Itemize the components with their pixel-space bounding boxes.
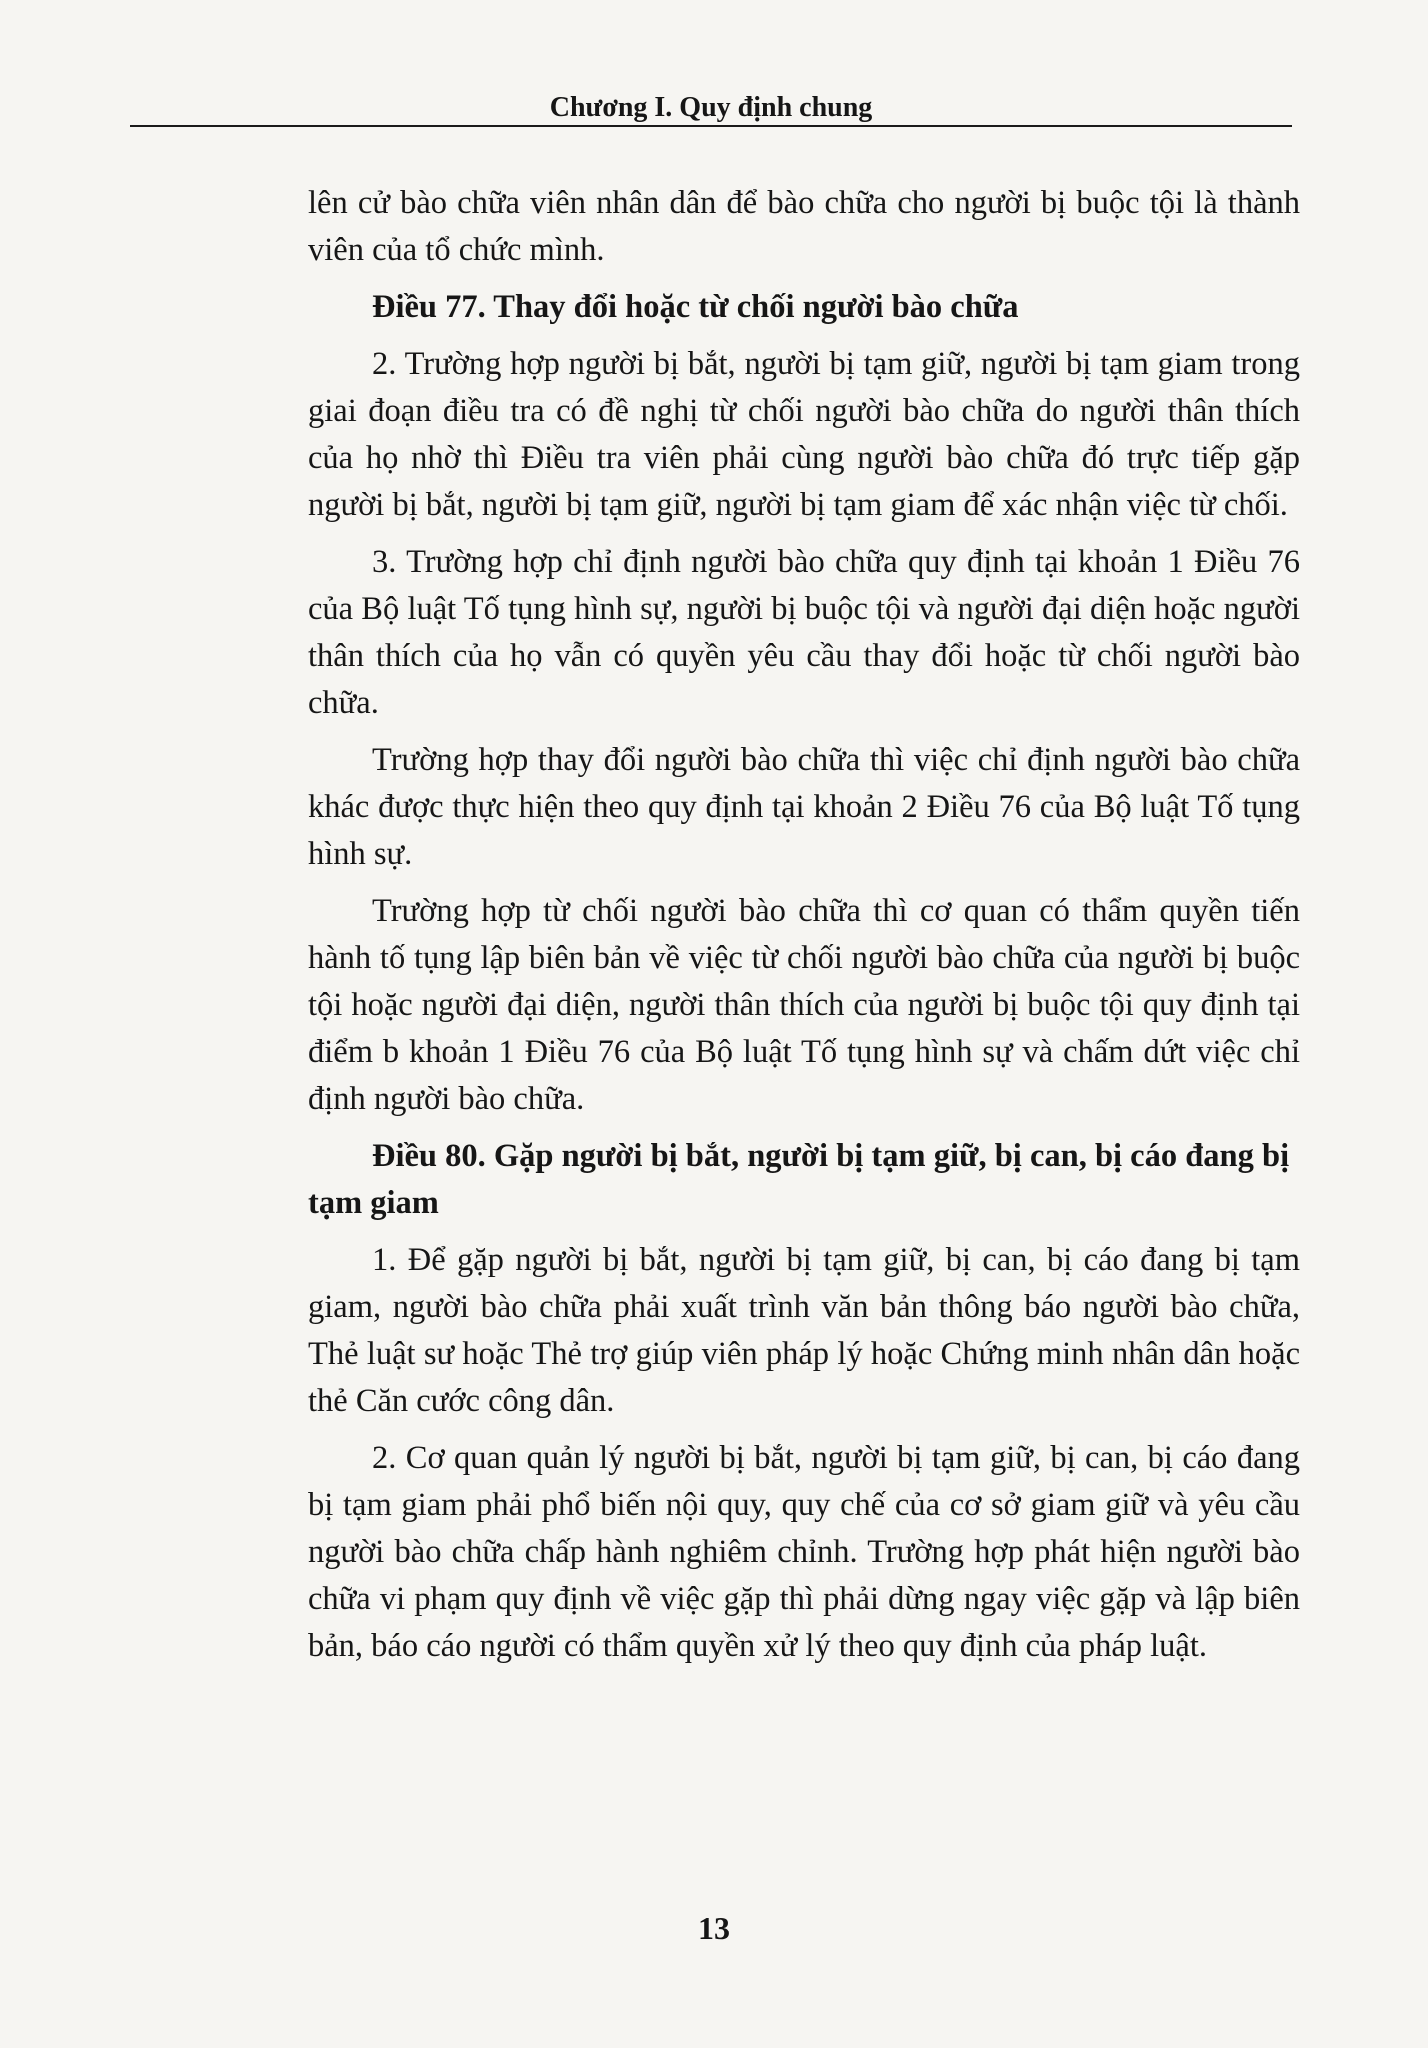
- article-77-clause-3: 3. Trường hợp chỉ định người bào chữa quy định tại khoản 1 Điều 76 của Bộ luật Tố tụng hình sự, người bị buộc tội và người đại diện hoặc người thân thích của họ vẫn có quyền yêu cầu thay đổi hoặc từ chối người bào chữa.: [308, 544, 1300, 721]
- article-77-paragraph-refuse: Trường hợp từ chối người bào chữa thì cơ quan có thẩm quyền tiến hành tố tụng lập biên bản về việc từ chối người bào chữa của người bị buộc tội hoặc người đại diện, người thân thích của người bị buộc tội quy định tại điểm b khoản 1 Điều 76 của Bộ luật Tố tụng hình sự và chấm dứt việc chỉ định người bào chữa.: [308, 893, 1300, 1117]
- article-80-clause-1: 1. Để gặp người bị bắt, người bị tạm giữ, bị can, bị cáo đang bị tạm giam, người bào chữa phải xuất trình văn bản thông báo người bào chữa, Thẻ luật sư hoặc Thẻ trợ giúp viên pháp lý hoặc Chứng minh nhân dân hoặc thẻ Căn cước công dân.: [308, 1242, 1300, 1419]
- article-77-paragraph-change: Trường hợp thay đổi người bào chữa thì việc chỉ định người bào chữa khác được thực hiện theo quy định tại khoản 2 Điều 76 của Bộ luật Tố tụng hình sự.: [308, 742, 1300, 872]
- article-80-heading: Điều 80. Gặp người bị bắt, người bị tạm giữ, bị can, bị cáo đang bị tạm giam: [308, 1138, 1290, 1221]
- article-80-clause-2: 2. Cơ quan quản lý người bị bắt, người bị tạm giữ, bị can, bị cáo đang bị tạm giam phải phổ biến nội quy, quy chế của cơ sở giam giữ và yêu cầu người bào chữa chấp hành nghiêm chỉnh. Trường hợp phát hiện người bào chữa vi phạm quy định về việc gặp thì phải dừng ngay việc gặp và lập biên bản, báo cáo người có thẩm quyền xử lý theo quy định của pháp luật.: [308, 1440, 1300, 1664]
- article-77-clause-2: 2. Trường hợp người bị bắt, người bị tạm giữ, người bị tạm giam trong giai đoạn điều tra có đề nghị từ chối người bào chữa do người thân thích của họ nhờ thì Điều tra viên phải cùng người bào chữa đó trực tiếp gặp người bị bắt, người bị tạm giữ, người bị tạm giam để xác nhận việc từ chối.: [308, 346, 1300, 523]
- page-body: [308, 180, 1300, 1670]
- header-rule: [130, 125, 1292, 127]
- article-77-heading: Điều 77. Thay đổi hoặc từ chối người bào chữa: [372, 289, 1019, 325]
- page-number: 13: [698, 1910, 730, 1946]
- paragraph-continuation: lên cử bào chữa viên nhân dân để bào chữa cho người bị buộc tội là thành viên của tổ chức mình.: [308, 185, 1300, 268]
- chapter-header: Chương I. Quy định chung: [549, 92, 873, 123]
